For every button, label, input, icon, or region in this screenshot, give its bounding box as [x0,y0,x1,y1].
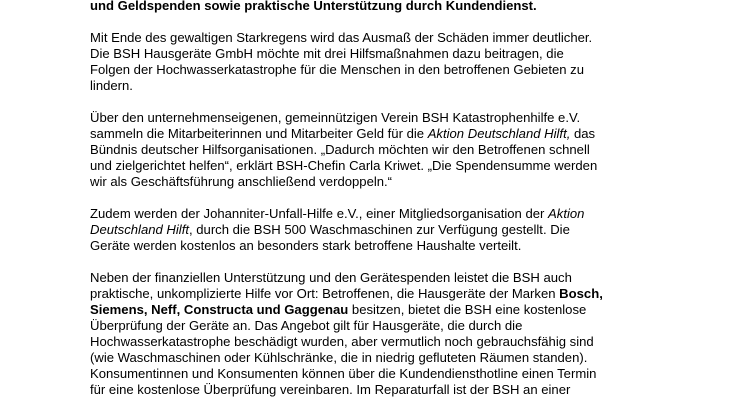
paragraph-donations [90,110,670,190]
paragraph-gap [90,94,670,110]
text-line: Hochwasserkatastrophe beschädigt wurden, aber vermutlich noch gebrauchsfähig sind [90,334,594,349]
text-line [90,206,670,222]
text-line [90,222,670,238]
text-line: Über den unternehmenseigenen, gemeinnützigen Verein BSH Katastrophenhilfe e.V. [90,110,581,125]
intro-line: und Geldspenden sowie praktische Unterstützung durch Kundendienst. [90,0,537,13]
text-run: , durch die BSH 500 Waschmaschinen zur Verfügung gestellt. Die [188,222,570,237]
document-page [90,0,670,398]
text-line: wir als Geschäftsführung anschließend verdoppeln.“ [90,174,393,189]
paragraph-service [90,270,670,398]
text-run: praktische, unkomplizierte Hilfe vor Ort: Betroffenen, die Hausgeräte der Marken [90,286,560,301]
brand-names: Siemens, Neff, Constructa und Gaggenau [90,302,349,317]
organization-name: Aktion [548,206,585,221]
paragraph-damage [90,30,670,94]
text-line: Konsumentinnen und Konsumenten können über die Kundendiensthotline einen Termin [90,366,597,381]
text-line: lindern. [90,78,133,93]
text-line: Die BSH Hausgeräte GmbH möchte mit drei Hilfsmaßnahmen dazu beitragen, die [90,46,564,61]
text-line [90,302,670,318]
text-run: das [570,126,596,141]
text-line: für eine kostenlose Überprüfung vereinbaren. Im Reparaturfall ist der BSH an einer [90,382,571,397]
paragraph-washing-machines [90,206,670,254]
organization-name: Aktion Deutschland Hilft, [427,126,571,141]
text-line: Mit Ende des gewaltigen Starkregens wird das Ausmaß der Schäden immer deutlicher. [90,30,593,45]
text-line: (wie Waschmaschinen oder Kühlschränke, die in niedrig gefluteten Räumen standen). [90,350,588,365]
text-line [90,126,670,142]
text-line: Geräte werden kostenlos an besonders stark betroffene Haushalte verteilt. [90,238,522,253]
paragraph-gap [90,14,670,30]
text-line: und zielgerichtet helfen“, erklärt BSH-Chefin Carla Kriwet. „Die Spendensumme werden [90,158,598,173]
brand-names: Bosch, [559,286,603,301]
text-run: besitzen, bietet die BSH eine kostenlose [348,302,587,317]
text-run: sammeln die Mitarbeiterinnen und Mitarbeiter Geld für die [90,126,428,141]
paragraph-gap [90,190,670,206]
text-line: Überprüfung der Geräte an. Das Angebot gilt für Hausgeräte, die durch die [90,318,523,333]
text-line [90,286,670,302]
text-line: Bündnis deutscher Hilfsorganisationen. „Dadurch möchten wir den Betroffenen schnell [90,142,590,157]
text-run: Zudem werden der Johanniter-Unfall-Hilfe e.V., einer Mitgliedsorganisation der [90,206,549,221]
text-line: Folgen der Hochwasserkatastrophe für die Menschen in den betroffenen Gebieten zu [90,62,584,77]
organization-name: Deutschland Hilft [90,222,189,237]
paragraph-gap [90,254,670,270]
text-line: Neben der finanziellen Unterstützung und den Gerätespenden leistet die BSH auch [90,270,572,285]
